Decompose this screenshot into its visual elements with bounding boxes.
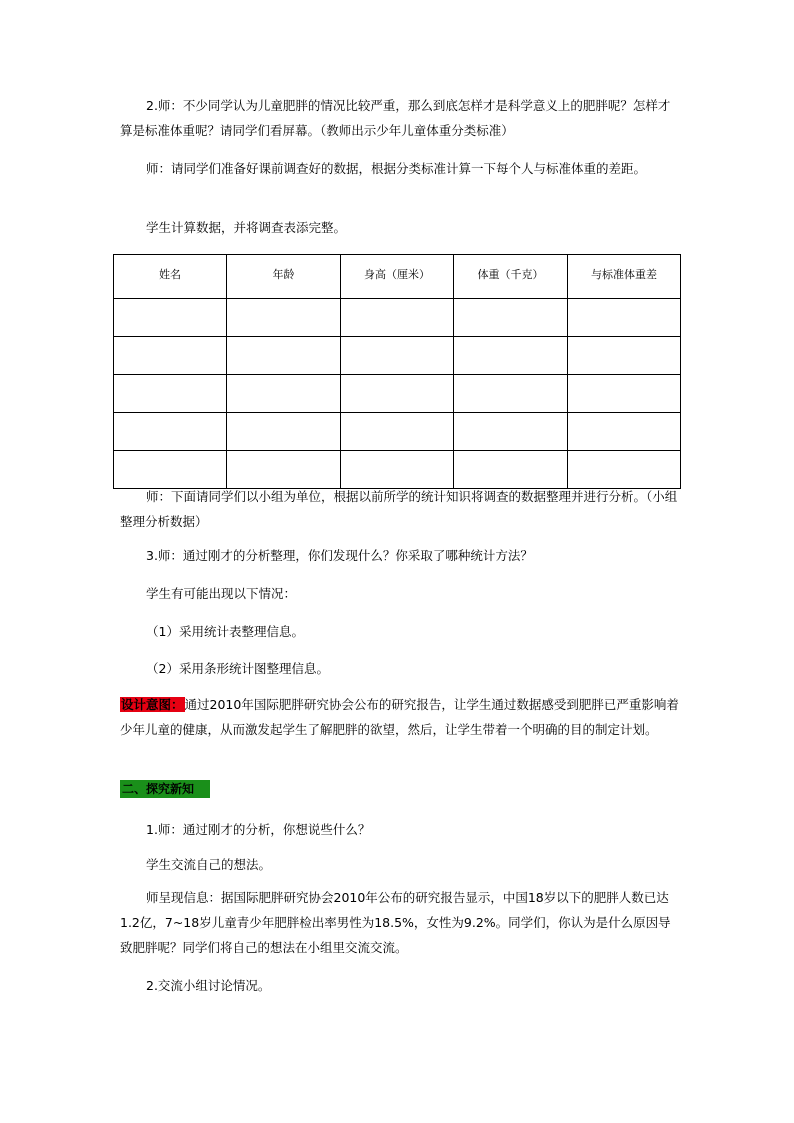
table-cell xyxy=(454,451,568,489)
header-name: 姓名 xyxy=(114,255,227,299)
table-cell xyxy=(454,337,568,375)
table-cell xyxy=(227,375,341,413)
paragraph-findings-question: 3.师：通过刚才的分析整理，你们发现什么？你采取了哪种统计方法？ xyxy=(146,548,533,563)
paragraph-possible-cases: 学生有可能出现以下情况： xyxy=(146,586,297,601)
paragraph-fill-table: 学生计算数据，并将调查表添完整。 xyxy=(146,220,347,235)
table-cell xyxy=(114,451,227,489)
table-header-row xyxy=(114,255,681,299)
table-cell xyxy=(114,299,227,337)
paragraph-what-to-say: 1.师：通过刚才的分析，你想说些什么？ xyxy=(146,822,371,837)
paragraph-case-table: （1）采用统计表整理信息。 xyxy=(146,624,304,639)
header-age: 年龄 xyxy=(227,255,341,299)
table-cell xyxy=(114,413,227,451)
paragraph-calculate-instruction: 师：请同学们准备好课前调查好的数据，根据分类标准计算一下每个人与标准体重的差距。 xyxy=(146,161,647,176)
paragraph-group-discussion: 2.交流小组讨论情况。 xyxy=(146,978,271,993)
paragraph-design-intent xyxy=(120,692,680,742)
table-cell xyxy=(568,413,681,451)
table-cell xyxy=(568,375,681,413)
table-cell xyxy=(341,375,454,413)
table-cell xyxy=(341,451,454,489)
survey-table xyxy=(113,254,681,489)
table-row xyxy=(114,451,681,489)
paragraph-standard-weight-question: 2.师：不少同学认为儿童肥胖的情况比较严重，那么到底怎样才是科学意义上的肥胖呢？怎样才算是标准体重呢？请同学们看屏幕。（教师出示少年儿童体重分类标准） xyxy=(120,98,671,138)
table-row xyxy=(114,413,681,451)
table-row xyxy=(114,375,681,413)
table-row xyxy=(114,299,681,337)
header-weight: 体重（千克） xyxy=(454,255,568,299)
table-cell xyxy=(227,299,341,337)
paragraph-obesity-report: 师呈现信息：据国际肥胖研究协会2010年公布的研究报告显示，中国18岁以下的肥胖人数已达1.2亿，7~18岁儿童青少年肥胖检出率男性为18.5%，女性为9.2%。同学们，你认为是什么原因导致肥胖呢？同学们将自己的想法在小组里交流交流。 xyxy=(120,890,671,955)
table-cell xyxy=(341,299,454,337)
table-cell xyxy=(114,375,227,413)
design-intent-text: 通过2010年国际肥胖研究协会公布的研究报告，让学生通过数据感受到肥胖已严重影响着少年儿童的健康，从而激发起学生了解肥胖的欲望，然后，让学生带着一个明确的目的制定计划。 xyxy=(120,697,679,737)
paragraph-share-ideas: 学生交流自己的想法。 xyxy=(146,857,272,872)
table-cell xyxy=(454,299,568,337)
table-cell xyxy=(568,451,681,489)
table-cell xyxy=(454,375,568,413)
paragraph-group-analysis: 师：下面请同学们以小组为单位，根据以前所学的统计知识将调查的数据整理并进行分析。（小组整理分析数据） xyxy=(120,489,678,529)
table-cell xyxy=(114,337,227,375)
table-cell xyxy=(227,451,341,489)
table-cell xyxy=(341,413,454,451)
table-cell xyxy=(568,337,681,375)
table-row xyxy=(114,337,681,375)
design-intent-label: 设计意图： xyxy=(121,697,184,712)
table-cell xyxy=(454,413,568,451)
section-heading-explore: 二、探究新知 xyxy=(120,780,210,798)
header-height: 身高（厘米） xyxy=(341,255,454,299)
table-cell xyxy=(227,413,341,451)
table-cell xyxy=(227,337,341,375)
table-cell xyxy=(568,299,681,337)
header-weight-diff: 与标准体重差 xyxy=(568,255,681,299)
table-cell xyxy=(341,337,454,375)
paragraph-case-bar-chart: （2）采用条形统计图整理信息。 xyxy=(146,661,329,676)
